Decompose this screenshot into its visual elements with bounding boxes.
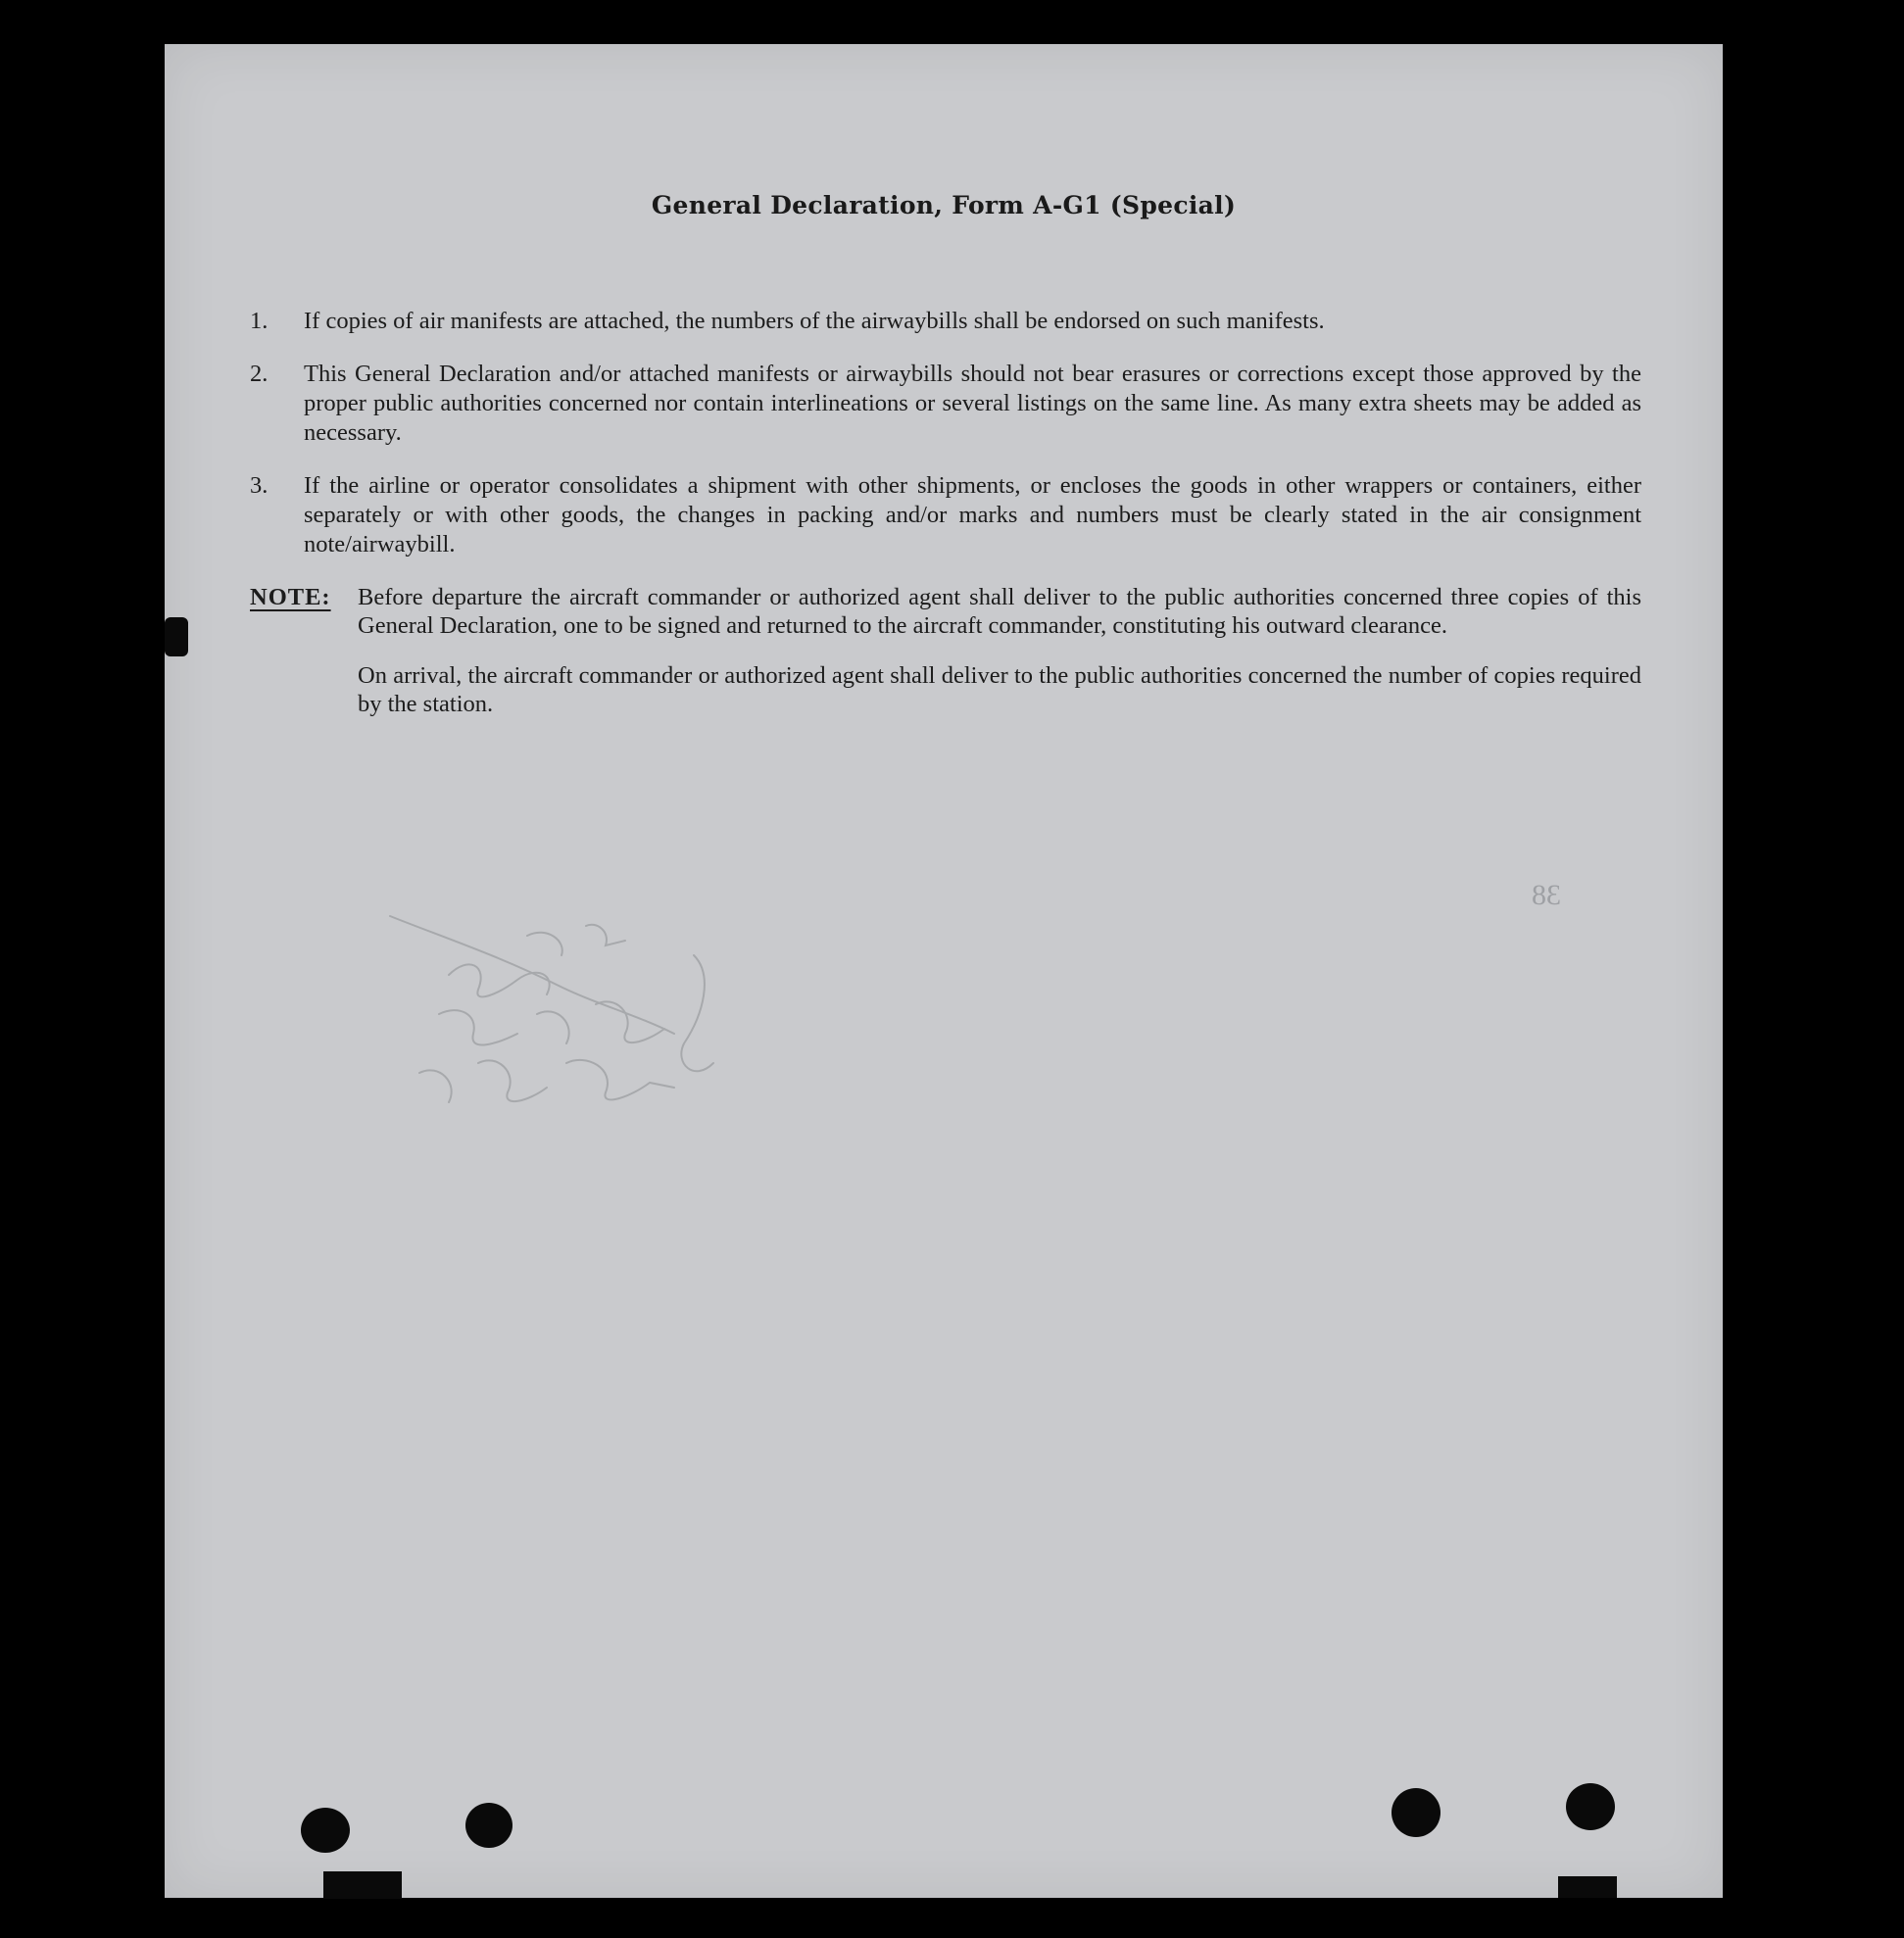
item-number: 3. xyxy=(250,472,269,499)
note-label: NOTE: xyxy=(250,584,331,610)
edge-tear xyxy=(165,617,188,656)
punch-hole xyxy=(1391,1788,1440,1837)
item-number: 2. xyxy=(250,361,269,387)
edge-tear xyxy=(323,1871,402,1899)
punch-hole xyxy=(301,1808,350,1853)
item-text: If the airline or operator consolidates a shipment with other shipments, or encloses the goods in other wrappers or containers, either separately or with other goods, the changes in packing and/or marks and numbers must be clearly stated in the air consignment note/airwaybill. xyxy=(304,472,1641,557)
edge-tear xyxy=(1558,1876,1617,1898)
faint-handwriting xyxy=(380,896,870,1151)
item-text: If copies of air manifests are attached, the numbers of the airwaybills shall be endorsed on such manifests. xyxy=(304,308,1325,334)
note-paragraph: On arrival, the aircraft commander or authorized agent shall deliver to the public authorities concerned the number of copies required by the station. xyxy=(358,662,1641,717)
punch-hole xyxy=(1566,1783,1615,1830)
bleed-through-page-number: 38 xyxy=(1532,879,1561,911)
page-title: General Declaration, Form A-G1 (Special) xyxy=(651,191,1237,219)
list-item xyxy=(250,360,1641,448)
punch-hole xyxy=(465,1803,513,1848)
item-number: 1. xyxy=(250,308,269,334)
item-text: This General Declaration and/or attached manifests or airwaybills should not bear erasures or corrections except those approved by the proper public authorities concerned nor contain interlineations or several listings on the same line. As many extra sheets may be added as necessary. xyxy=(304,361,1641,446)
list-item xyxy=(250,307,1641,336)
note-paragraph: Before departure the aircraft commander or authorized agent shall deliver to the public authorities concerned three copies of this General Declaration, one to be signed and returned to the aircraft commander, constituting his outward clearance. xyxy=(358,584,1641,639)
note-section xyxy=(250,583,1641,718)
list-item xyxy=(250,471,1641,559)
document-page xyxy=(165,44,1723,1898)
